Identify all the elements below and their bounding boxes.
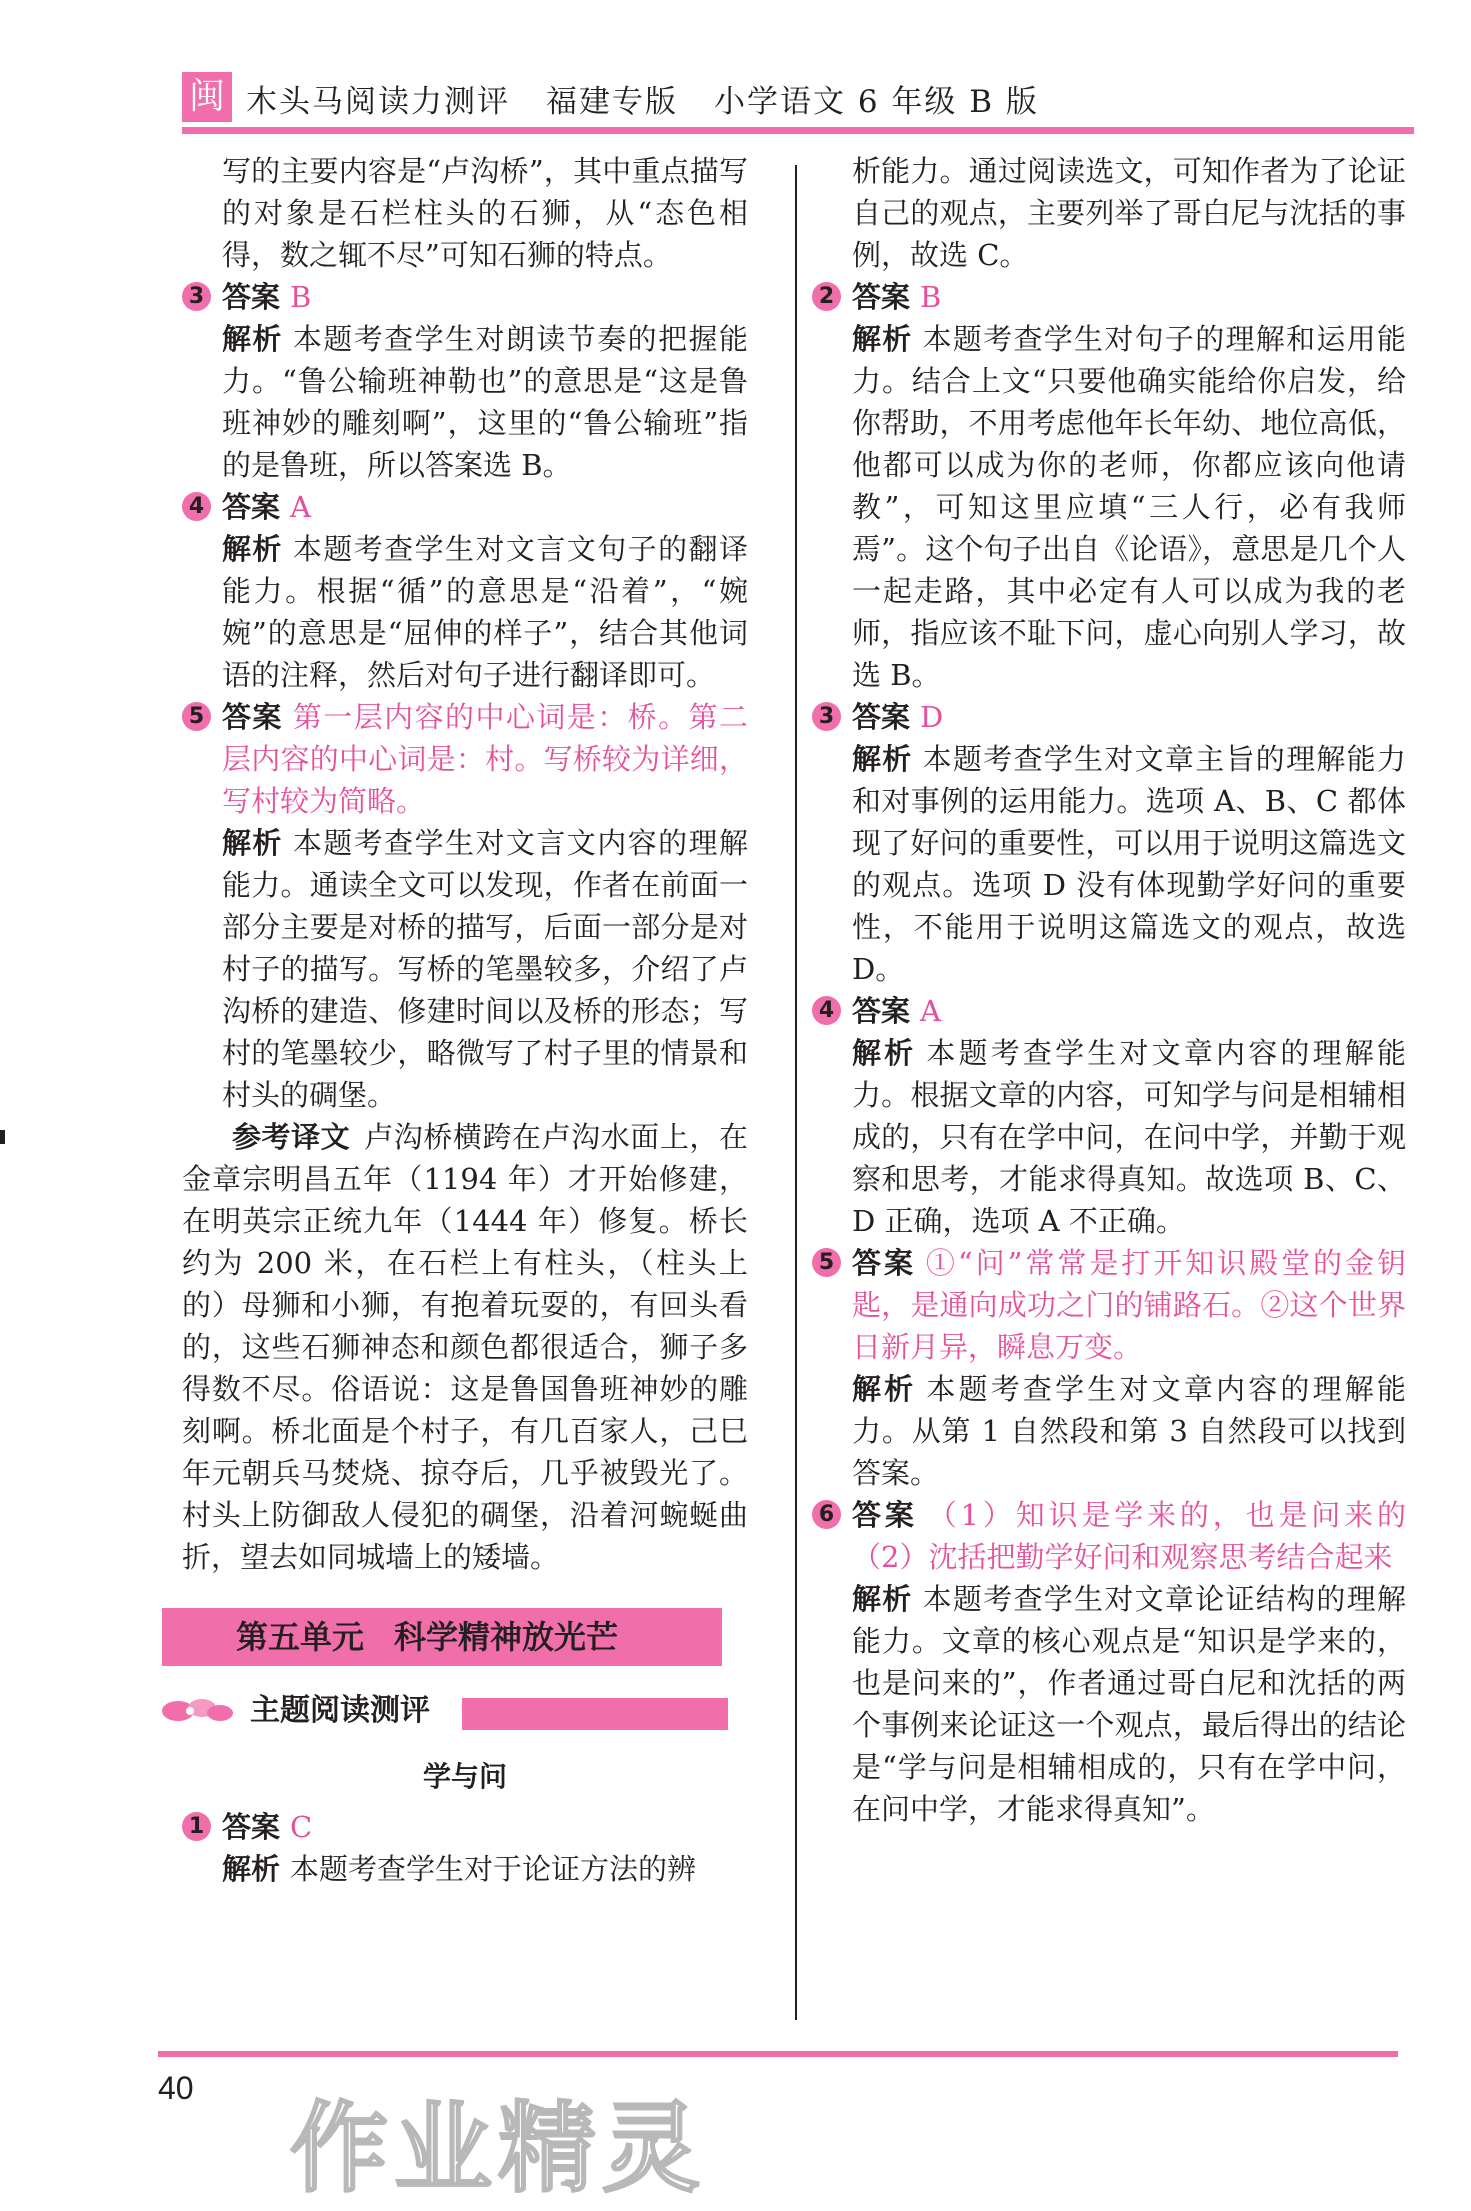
- left-column: [182, 150, 748, 1890]
- watermark: 作业精灵: [290, 2092, 707, 2206]
- explanation-text: 本题考查学生对文章内容的理解能力。从第 1 自然段和第 3 自然段可以找到答案。: [852, 1372, 1406, 1490]
- answer-label: 答案: [222, 1810, 281, 1844]
- answer-text: A: [920, 994, 941, 1028]
- explanation-text: 本题考查学生对文章论证结构的理解能力。文章的核心观点是“知识是学来的，也是问来的”，作者通过哥白尼和沈括的两个事例来论证这一个观点，最后得出的结论是“学与问是相辅相成的，只有在学中问，在问中学，才能求得真知”。: [852, 1582, 1406, 1826]
- column-divider: [795, 165, 797, 2020]
- theme-label: 主题阅读测评: [250, 1693, 430, 1728]
- header-title: [246, 76, 1075, 121]
- book-title: 木头马阅读力测评: [246, 84, 510, 120]
- unit-name: 科学精神放光芒: [394, 1618, 619, 1656]
- answer-text: B: [920, 280, 942, 314]
- edition-label: 福建专版: [546, 84, 678, 120]
- decorative-flower-icon: [162, 1696, 234, 1726]
- theme-bar: [462, 1698, 728, 1730]
- explanation-text: 本题考查学生对朗读节奏的把握能力。“鲁公输班神勒也”的意思是“这是鲁班神妙的雕刻啊”，这里的“鲁公输班”指的是鲁班，所以答案选 B。: [222, 322, 748, 482]
- reference-text: 卢沟桥横跨在卢沟水面上，在金章宗明昌五年（1194 年）才开始修建，在明英宗正统九年（1444 年）修复。桥长约为 200 米，在石栏上有柱头，（柱头上的）母狮和小狮，有抱着玩耍的，有回头看的，这些石狮神态和颜色都很适合，狮子多得数不尽。俗语说：这是鲁国鲁班神妙的雕刻啊。桥北面是个村子，有几百家人，己巳年元朝兵马焚烧、掠夺后，几乎被毁光了。村头上防御敌人侵犯的碉堡，沿着河蜿蜒曲折，望去如同城墙上的矮墙。: [182, 1120, 748, 1574]
- page-number: 40: [158, 2070, 194, 2106]
- question-number: 6: [812, 1500, 841, 1529]
- answer-text: ①“问”常常是打开知识殿堂的金钥匙，是通向成功之门的铺路石。②这个世界日新月异，瞬息万变。: [852, 1246, 1406, 1364]
- question-number: 5: [812, 1248, 841, 1277]
- page-header: [182, 72, 1414, 134]
- answer-text: B: [290, 280, 312, 314]
- explanation-label: 解析: [222, 826, 283, 860]
- unit-number: 第五单元: [236, 1618, 365, 1656]
- question-3-right: [812, 696, 1406, 990]
- explanation-text: 本题考查学生对文言文内容的理解能力。通读全文可以发现，作者在前面一部分主要是对桥的描写，后面一部分是对村子的描写。写桥的笔墨较多，介绍了卢沟桥的建造、修建时间以及桥的形态；写村的笔墨较少，略微写了村子里的情景和村头的碉堡。: [222, 826, 748, 1112]
- explanation-text: 本题考查学生对文章主旨的理解能力和对事例的运用能力。选项 A、B、C 都体现了好问的重要性，可以用于说明这篇选文的观点。选项 D 没有体现勤学好问的重要性，不能用于说明这篇选文的观点，故选 D。: [852, 742, 1406, 986]
- header-rule: [182, 127, 1414, 134]
- explanation-text: 本题考查学生对于论证方法的辨: [290, 1852, 697, 1886]
- grade-label: 小学语文 6 年级 B 版: [714, 84, 1039, 120]
- right-column: [812, 150, 1406, 1830]
- explanation-label: 解析: [222, 322, 283, 356]
- answer-label: 答案: [222, 280, 281, 314]
- question-5-left: [182, 696, 748, 1116]
- question-6-right: [812, 1494, 1406, 1830]
- question-2-right: [812, 276, 1406, 696]
- province-logo: 闽: [182, 72, 232, 122]
- explanation-label: 解析: [222, 1852, 281, 1886]
- explanation-text: 本题考查学生对文章内容的理解能力。根据文章的内容，可知学与问是相辅相成的，只有在学中问，在问中学，并勤于观察和思考，才能求得真知。故选项 B、C、D 正确，选项 A 不正确。: [852, 1036, 1406, 1238]
- answer-label: 答案: [852, 994, 911, 1028]
- unit-banner: [162, 1608, 722, 1666]
- question-5-right: [812, 1242, 1406, 1494]
- footer-rule: [158, 2051, 1398, 2057]
- explanation-label: 解析: [852, 742, 913, 776]
- explanation-text: 本题考查学生对文言文句子的翻译能力。根据“循”的意思是“沿着”，“婉婉”的意思是“屈伸的样子”，结合其他词语的注释，然后对句子进行翻译即可。: [222, 532, 748, 692]
- reference-label: 参考译文: [232, 1120, 351, 1154]
- left-intro: 写的主要内容是“卢沟桥”，其中重点描写的对象是石栏柱头的石狮，从“态色相得，数之辄不尽”可知石狮的特点。: [222, 154, 748, 272]
- question-number: 3: [812, 702, 841, 731]
- question-number: 3: [182, 282, 211, 311]
- reference-translation: [182, 1116, 748, 1578]
- explanation-label: 解析: [852, 1582, 913, 1616]
- explanation-label: 解析: [852, 1372, 917, 1406]
- right-intro: 析能力。通过阅读选文，可知作者为了论证自己的观点，主要列举了哥白尼与沈括的事例，故选 C。: [852, 154, 1406, 272]
- article-title: 学与问: [422, 1760, 507, 1793]
- question-3-left: [182, 276, 748, 486]
- answer-text: A: [290, 490, 311, 524]
- answer-text: D: [920, 700, 944, 734]
- explanation-text: 本题考查学生对句子的理解和运用能力。结合上文“只要他确实能给你启发，给你帮助，不用考虑他年长年幼、地位高低，他都可以成为你的老师，你都应该向他请教”，可知这里应填“三人行，必有我师焉”。这个句子出自《论语》，意思是几个人一起走路，其中必定有人可以成为我的老师，指应该不耻下问，虚心向别人学习，故选 B。: [852, 322, 1406, 692]
- answer-label: 答案: [222, 700, 283, 734]
- question-4-left: [182, 486, 748, 696]
- theme-heading: [162, 1686, 748, 1738]
- question-4-right: [812, 990, 1406, 1242]
- question-1-left: [182, 1806, 748, 1890]
- explanation-label: 解析: [222, 532, 283, 566]
- answer-label: 答案: [852, 700, 911, 734]
- question-number: 4: [182, 492, 211, 521]
- question-number: 2: [812, 282, 841, 311]
- question-number: 1: [182, 1812, 211, 1841]
- answer-text: （1）知识是学来的，也是问来的（2）沈括把勤学好问和观察思考结合起来: [852, 1498, 1406, 1574]
- answer-label: 答案: [852, 1498, 918, 1532]
- question-number: 4: [812, 996, 841, 1025]
- answer-text: C: [290, 1810, 313, 1844]
- answer-label: 答案: [852, 280, 911, 314]
- question-number: 5: [182, 702, 211, 731]
- answer-label: 答案: [852, 1246, 916, 1280]
- explanation-label: 解析: [852, 322, 913, 356]
- answer-text: 第一层内容的中心词是：桥。第二层内容的中心词是：村。写桥较为详细，写村较为简略。: [222, 700, 748, 818]
- margin-mark: [0, 1130, 5, 1144]
- answer-label: 答案: [222, 490, 281, 524]
- explanation-label: 解析: [852, 1036, 917, 1070]
